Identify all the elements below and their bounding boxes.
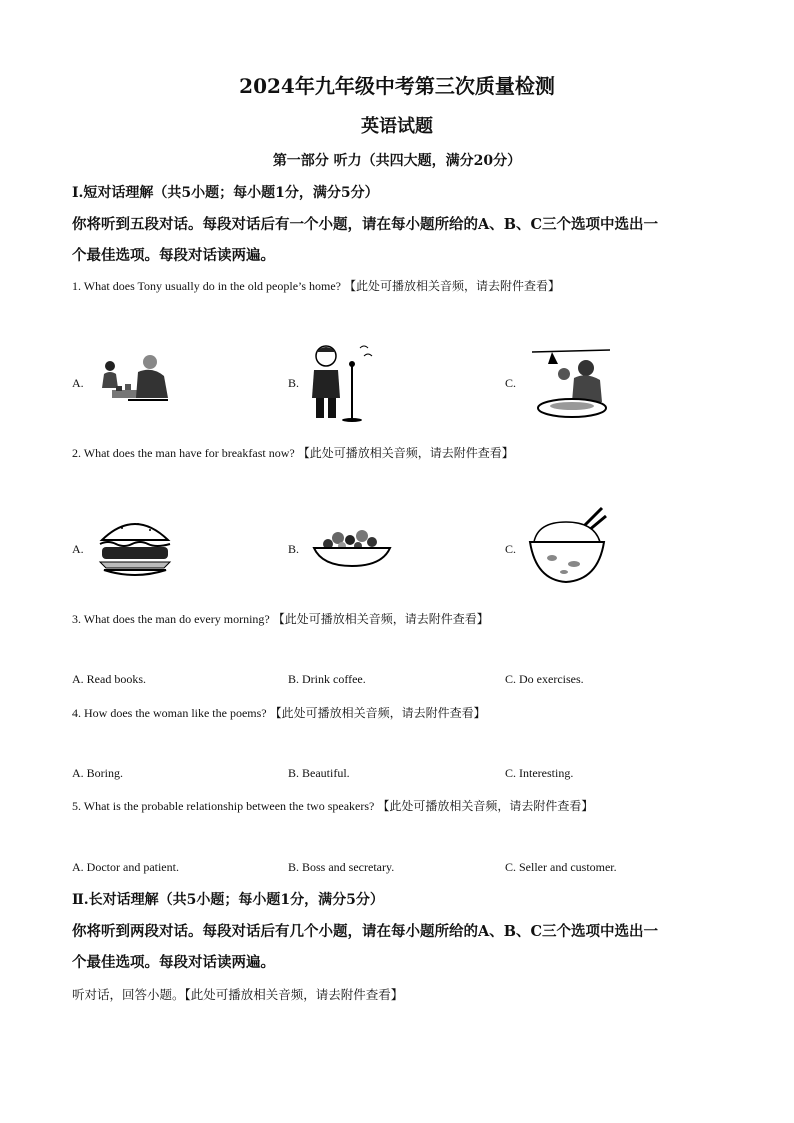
q3-option-a[interactable]: A. Read books. xyxy=(72,672,146,686)
section2-heading: Ⅱ.长对话理解（共5小题；每小题1分，满分5分） xyxy=(72,892,384,908)
question-5-text: 5. What is the probable relationship between the two speakers? xyxy=(72,799,375,813)
audio-note[interactable]: 【此处可播放相关音频，请去附件查看】 xyxy=(344,279,561,293)
q1-option-b[interactable]: B. xyxy=(288,376,300,390)
q3-option-b[interactable]: B. Drink coffee. xyxy=(288,672,366,686)
question-1-text: 1. What does Tony usually do in the old people’s home? xyxy=(72,279,342,293)
hamburger-icon xyxy=(98,514,172,580)
section2-instruction-line2: 个最佳选项。每段对话读两遍。 xyxy=(72,954,275,971)
question-2-text: 2. What does the man have for breakfast now? xyxy=(72,446,295,460)
q4-option-c[interactable]: C. Interesting. xyxy=(505,766,574,780)
q2-option-c[interactable]: C. xyxy=(505,542,517,556)
question-4-text: 4. How does the woman like the poems? xyxy=(72,706,267,720)
question-3-text: 3. What does the man do every morning? xyxy=(72,612,270,626)
q5-option-a[interactable]: A. Doctor and patient. xyxy=(72,860,179,874)
section1-instruction-line1: 你将听到五段对话。每段对话后有一个小题，请在每小题所给的A、B、C三个选项中选出一 xyxy=(72,216,659,233)
singer-with-microphone-icon xyxy=(308,342,376,424)
q5-option-c[interactable]: C. Seller and customer. xyxy=(505,860,617,874)
part-heading: 第一部分 听力（共四大题，满分20分） xyxy=(272,153,522,169)
q2-option-b[interactable]: B. xyxy=(288,542,300,556)
salad-bowl-icon xyxy=(312,526,392,570)
question-1 xyxy=(72,277,560,294)
question-4 xyxy=(72,704,486,721)
question-3 xyxy=(72,610,489,627)
audio-note[interactable]: 【此处可播放相关音频，请去附件查看】 xyxy=(272,612,489,626)
q4-option-b[interactable]: B. Beautiful. xyxy=(288,766,350,780)
audio-note[interactable]: 【此处可播放相关音频，请去附件查看】 xyxy=(269,706,486,720)
page-title: 2024年九年级中考第三次质量检测 xyxy=(239,74,555,98)
section1-heading: Ⅰ.短对话理解（共5小题；每小题1分，满分5分） xyxy=(72,185,379,201)
q3-option-c[interactable]: C. Do exercises. xyxy=(505,672,584,686)
q4-option-a[interactable]: A. Boring. xyxy=(72,766,123,780)
child-with-grandparent-icon xyxy=(98,352,172,408)
cooking-dumplings-icon xyxy=(528,344,614,424)
q5-option-b[interactable]: B. Boss and secretary. xyxy=(288,860,395,874)
audio-note[interactable]: 【此处可播放相关音频，请去附件查看】 xyxy=(377,799,594,813)
page-subtitle: 英语试题 xyxy=(361,116,433,137)
q1-option-a[interactable]: A. xyxy=(72,376,84,390)
section2-instruction-line1: 你将听到两段对话。每段对话后有几个小题，请在每小题所给的A、B、C三个选项中选出一 xyxy=(72,923,659,940)
section1-instruction-line2: 个最佳选项。每段对话读两遍。 xyxy=(72,247,275,264)
question-5 xyxy=(72,797,593,814)
section2-listen-line[interactable]: 听对话，回答小题。【此处可播放相关音频，请去附件查看】 xyxy=(72,987,404,1002)
question-2 xyxy=(72,444,514,461)
rice-bowl-with-chopsticks-icon xyxy=(528,506,608,586)
q1-option-c[interactable]: C. xyxy=(505,376,517,390)
q2-option-a[interactable]: A. xyxy=(72,542,84,556)
audio-note[interactable]: 【此处可播放相关音频，请去附件查看】 xyxy=(297,446,514,460)
